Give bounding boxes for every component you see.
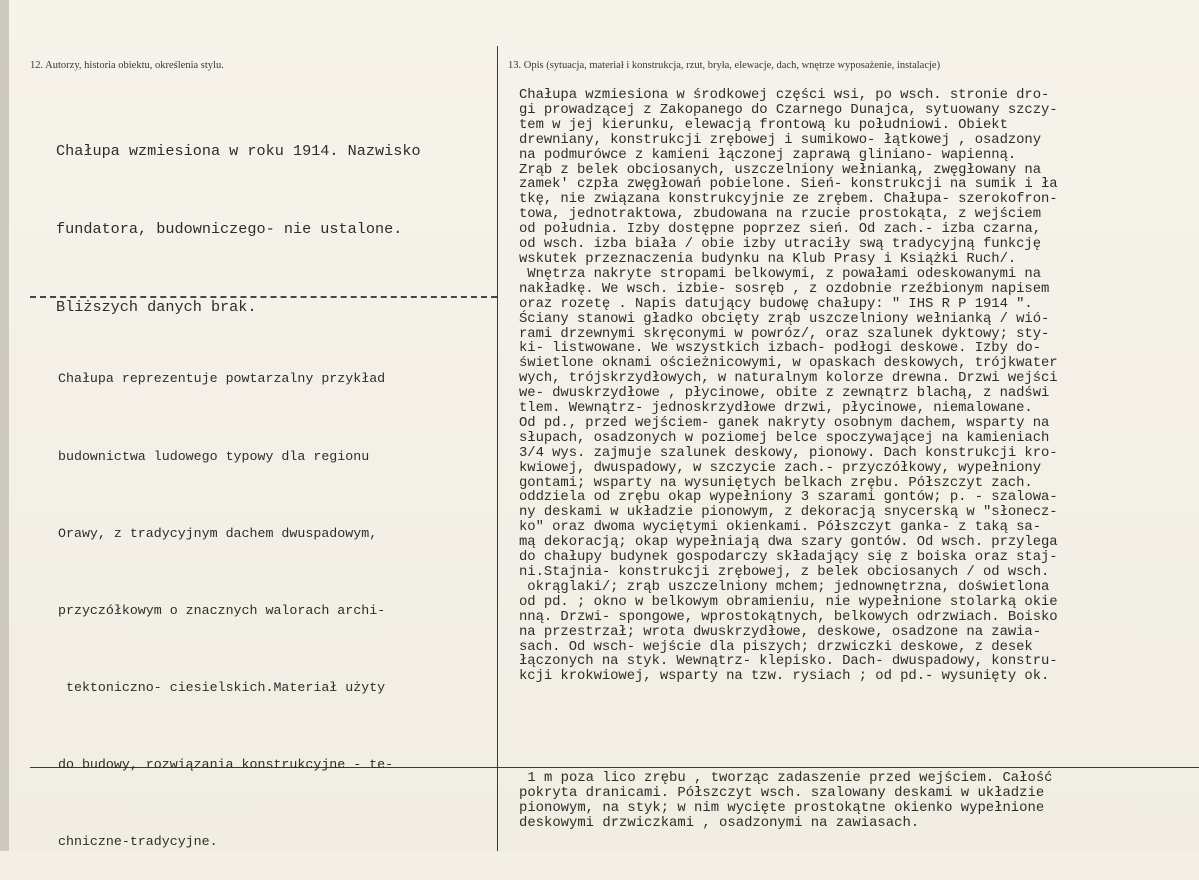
description-continuation-text (519, 771, 1053, 831)
text-line: wskutek przeznaczenia budynku na Klub Prasy i Książki Ruch/. (519, 250, 1017, 267)
text-line: drewniany, konstrukcji zrębowej i sumikowo- łątkowej , osadzony (519, 131, 1042, 148)
text-line: tektoniczno- ciesielskich.Materiał użyty (58, 679, 386, 695)
text-line: okrąglaki/; zrąb uszczelniony mchem; jednownętrzna, doświetlona (519, 578, 1050, 595)
text-line: od pd. ; okno w belkowym obramieniu, nie wypełnione stolarką okie (519, 593, 1058, 610)
text-line: ko" oraz dwoma wyciętymi okienkami. Półszczyt ganka- z taką sa- (519, 519, 1042, 536)
text-line: nną. Drzwi- spongowe, wprostokątnych, belkowych odrzwiach. Boisko (519, 608, 1058, 625)
text-line: na podmurówce z kamieni łączonej zaprawą gliniano- wapienną. (519, 146, 1017, 163)
text-line: Zrąb z belek obciosanych, uszczelniony wełnianką, zwęgłowany na (519, 161, 1042, 178)
text-line: na przestrzał; wrota dwuskrzydłowe, deskowe, osadzone na zawia- (519, 623, 1042, 640)
text-line: wych, trójskrzydłowych, w naturalnym kolorze drewna. Drzwi wejści (519, 370, 1058, 387)
text-line: łączonych na styk. Wewnątrz- klepisko. Dach- dwuspadowy, konstru- (519, 653, 1058, 670)
text-line: do budowy, rozwiązania konstrukcyjne - te- (58, 756, 394, 772)
text-line: deskowymi drzwiczkami , osadzonymi na zawiasach. (519, 814, 920, 831)
text-line: Od pd., przed wejściem- ganek nakryty osobnym dachem, wsparty na (519, 414, 1050, 431)
text-line: gi prowadzącej z Zakopanego do Czarnego Dunajca, sytuowany szczy- (519, 101, 1058, 118)
description-text (519, 88, 1058, 684)
text-line: ki- listwowane. We wszystkich izbach- podłogi deskowe. Izby do- (519, 340, 1042, 357)
text-line: tkę, nie związana konstrukcyjnie ze zrębem. Chałupa- szerokofron- (519, 191, 1058, 208)
text-line: nakładkę. We wsch. izbie- sosręb , z ozdobnie rzeźbionym napisem (519, 280, 1050, 297)
text-line: pokryta dranicami. Półszczyt wsch. szalowany deskami w układzie (519, 784, 1045, 801)
text-line: tem w jej kierunku, elewacją frontową ku południowi. Obiekt (519, 116, 1008, 133)
text-line: gontami; wsparty na wysuniętych belkach zrębu. Półszczyt zach. (519, 474, 1033, 491)
text-line: towa, jednotraktowa, zbudowana na rzucie prostokąta, z wejściem (519, 206, 1042, 223)
text-line: budownictwa ludowego typowy dla regionu (58, 448, 370, 464)
text-line: świetlone oknami ościeżnicowymi, w opaskach deskowych, trójkwater (519, 355, 1058, 372)
text-line: Chałupa wzmiesiona w roku 1914. Nazwisko (56, 142, 421, 160)
text-line: słupach, osadzonych w poziomej belce spoczywającej na kamieniach (519, 429, 1050, 446)
style-summary-text (58, 315, 393, 880)
text-line: Wnętrza nakryte stropami belkowymi, z powałami odeskowanymi na (519, 265, 1042, 282)
text-line: Orawy, z tradycyjnym dachem dwuspadowym, (58, 525, 378, 541)
text-line: chniczne-tradycyjne. (58, 834, 218, 850)
section-13-header: 13. Opis (sytuacja, materiał i konstrukcja, rzut, bryła, elewacje, dach, wnętrze wyposażenie, instalacje) (508, 60, 941, 71)
text-line: mą dekoracją; okap wypełniają dwa szary gontów. Od wsch. przylega (519, 534, 1058, 551)
authors-history-text (56, 86, 421, 346)
text-line: Bliższych danych brak. (56, 298, 257, 316)
section-12-header: 12. Autorzy, historia obiektu, określenia stylu. (30, 60, 224, 71)
text-line: przyczółkowym o znacznych walorach archi- (58, 602, 386, 618)
text-line: Ściany stanowi gładko obcięty zrąb uszczelniony wełnianką / wió- (519, 310, 1050, 327)
text-line: Chałupa reprezentuje powtarzalny przykład (58, 371, 386, 387)
text-line: kwiowej, dwuspadowy, w szczycie zach.- przyczółkowy, wypełniony (519, 459, 1042, 476)
text-line: rami drzewnymi skręconymi w powróz/, oraz szalunek dyktowy; sty- (519, 325, 1050, 342)
text-line: ny deskami w układzie pionowym, z dekoracją snycerską w "słonecz- (519, 504, 1058, 521)
text-line: oraz rozetę . Napis datujący budowę chałupy: " IHS R P 1914 ". (519, 295, 1033, 312)
text-line: od wsch. izba biała / obie izby utraciły swą tradycyjną funkcję (519, 236, 1042, 253)
sheet-left-edge (0, 0, 9, 851)
text-line: tlem. Wewnątrz- jednoskrzydłowe drzwi, płycinowe, niemalowane. (519, 400, 1033, 417)
text-line: Chałupa wzmiesiona w środkowej części wsi, po wsch. stronie dro- (519, 87, 1050, 103)
text-line: kcji krokwiowej, wsparty na tzw. rysiach ; od pd.- wysunięty ok. (519, 668, 1050, 685)
column-divider (497, 46, 498, 851)
text-line: pionowym, na styk; w nim wycięte prostokątne okienko wypełnione (519, 799, 1045, 816)
text-line: oddziela od zrębu okap wypełniony 3 szarami gontów; p. - szalowa- (519, 489, 1058, 506)
text-line: ni.Stajnia- konstrukcji zrębowej, z belek obciosanych / od wsch. (519, 564, 1050, 580)
text-line: 1 m poza lico zrębu , tworząc zadaszenie przed wejściem. Całość (519, 770, 1053, 786)
text-line: sach. Od wsch- wejście dla piszych; drzwiczki deskowe, z desek (519, 638, 1033, 655)
text-line: do chałupy budynek gospodarczy składający się z boiska oraz staj- (519, 549, 1058, 566)
text-line: zamek' czpła zwęgłowań pobielone. Sień- konstrukcji na sumik i ła (519, 176, 1058, 193)
text-line: od południa. Izby dostępne poprzez sień. Od zach.- izba czarna, (519, 221, 1042, 238)
text-line: fundatora, budowniczego- nie ustalone. (56, 220, 403, 238)
text-line: we- dwuskrzydłowe , płycinowe, obite z zewnątrz blachą, z nadświ (519, 385, 1050, 402)
text-line: 3/4 wys. zajmuje szalunek deskowy, pionowy. Dach konstrukcji kro- (519, 444, 1058, 461)
